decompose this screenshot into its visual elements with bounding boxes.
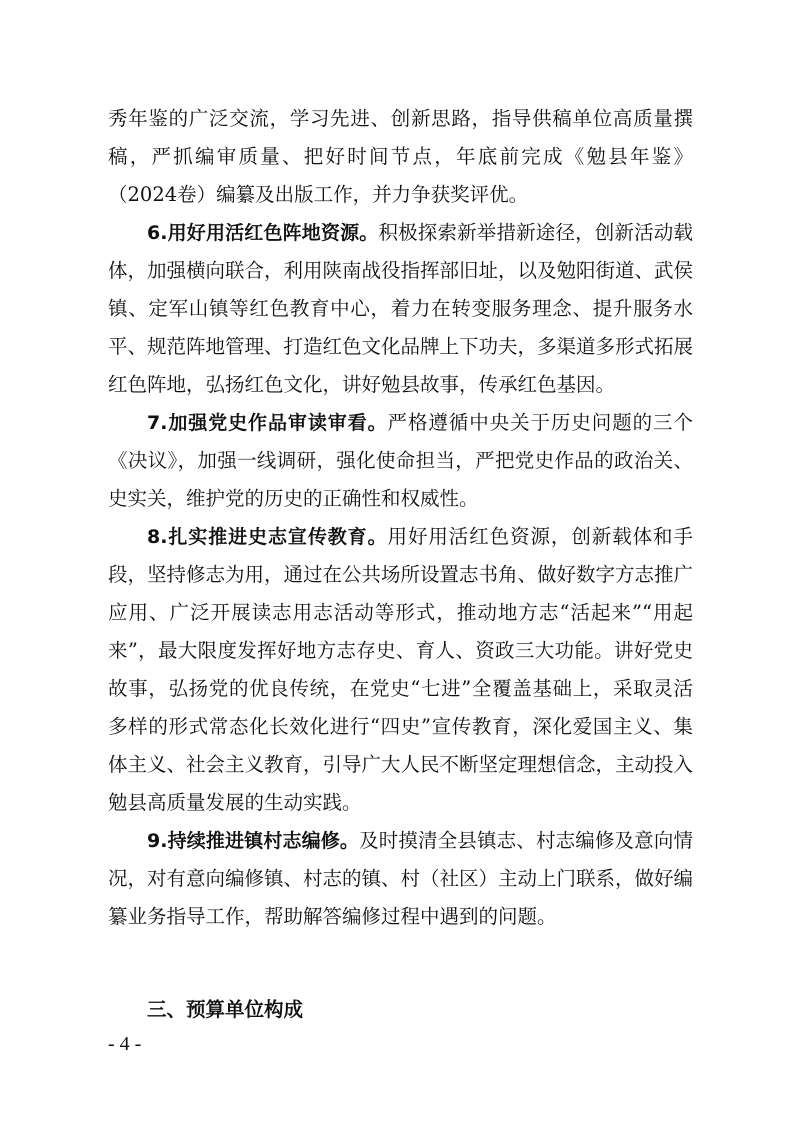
paragraph-item-9 (108, 822, 693, 936)
paragraph-text: 积极探索新举措新途径，创新活动载体，加强横向联合，利用陕南战役指挥部旧址，以及勉阳街道、武侯镇、定军山镇等红色教育中心，着力在转变服务理念、提升服务水平、规范阵地管理、打造红色文化品牌上下功夫，多渠道多形式拓展红色阵地，弘扬红色文化，讲好勉县故事，传承红色基因。 (108, 221, 694, 396)
paragraph-text: 严格遵循中央关于历史问题的三个《决议》，加强一线调研，强化使命担当，严把党史作品的政治关、史实关，维护党的历史的正确性和权威性。 (108, 411, 693, 510)
paragraph-text: 用好用活红色资源，创新载体和手段，坚持修志为用，通过在公共场所设置志书角、做好数字方志推广应用、广泛开展读志用志活动等形式，推动地方志“活起来”“用起来”，最大限度发挥好地方志存史、育人、资政三大功能。讲好党史故事，弘扬党的优良传统，在党史“七进”全覆盖基础上，采取灵活多样的形式常态化长效化进行“四史”宣传教育，深化爱国主义、集体主义、社会主义教育，引导广大人民不断坚定理想信念，主动投入勉县高质量发展的生动实践。 (108, 525, 694, 814)
paragraph-item-7 (108, 404, 693, 518)
paragraph-text: 秀年鉴的广泛交流，学习先进、创新思路，指导供稿单位高质量撰稿，严抓编审质量、把好时间节点，年底前完成《勉县年鉴》（2024卷）编纂及出版工作，并力争获奖评优。 (108, 107, 693, 206)
section-heading: 三、预算单位构成 (147, 998, 304, 1021)
paragraph-item-6 (108, 214, 693, 404)
paragraph-lead: 6.用好用活红色阵地资源。 (147, 222, 379, 244)
document-body (108, 100, 693, 936)
page-number: - 4 - (108, 1033, 142, 1055)
paragraph-item-8 (108, 518, 693, 822)
paragraph-text: 及时摸清全县镇志、村志编修及意向情况，对有意向编修镇、村志的镇、村（社区）主动上门联系，做好编纂业务指导工作，帮助解答编修过程中遇到的问题。 (108, 829, 694, 928)
paragraph-lead: 7.加强党史作品审读审看。 (147, 412, 388, 434)
paragraph-lead: 8.扎实推进史志宣传教育。 (147, 526, 388, 548)
paragraph-continuation (108, 100, 693, 214)
paragraph-lead: 9.持续推进镇村志编修。 (147, 830, 360, 852)
